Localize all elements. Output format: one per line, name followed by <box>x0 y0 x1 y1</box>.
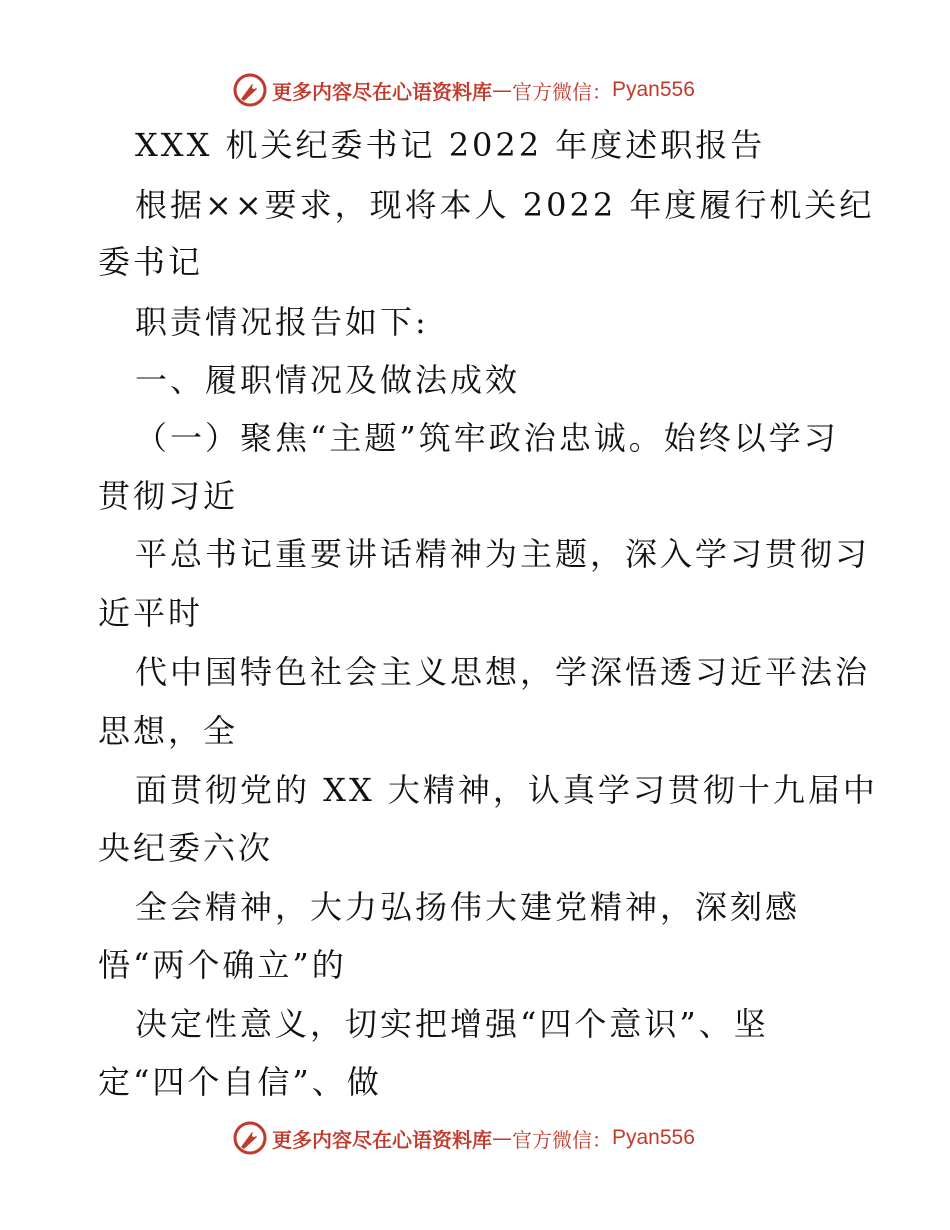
paragraph-line: 定“四个自信”、做 <box>98 1063 382 1101</box>
watermark-banner-bottom <box>232 1118 695 1158</box>
pen-nib-logo-icon <box>232 1120 268 1156</box>
paragraph-line: 职责情况报告如下: <box>135 303 429 341</box>
paragraph-line: 面贯彻党的 XX 大精神，认真学习贯彻十九届中 <box>135 771 878 809</box>
watermark-wechat-label: 官方微信： <box>512 79 612 104</box>
watermark-banner-top <box>232 70 695 110</box>
paragraph-line: 贯彻习近 <box>98 477 239 515</box>
section-heading: 一、履职情况及做法成效 <box>135 361 521 399</box>
paragraph-line: 央纪委六次 <box>98 829 274 867</box>
paragraph-line: 近平时 <box>98 594 204 632</box>
watermark-site-text: 更多内容尽在心语资料库 <box>272 1127 492 1152</box>
paragraph-line: 悟“两个确立”的 <box>98 946 347 984</box>
watermark-wechat-id: Pyan556 <box>612 1126 695 1149</box>
paragraph-line: 思想，全 <box>98 712 239 750</box>
paragraph-line: 全会精神，大力弘扬伟大建党精神，深刻感 <box>135 888 801 926</box>
paragraph-line: 决定性意义，切实把增强“四个意识”、坚 <box>135 1005 769 1043</box>
paragraph-line: （一）聚焦“主题”筑牢政治忠诚。始终以学习 <box>135 419 839 457</box>
paragraph-line: 根据××要求，现将本人 2022 年度履行机关纪 <box>135 186 875 224</box>
watermark-wechat-id: Pyan556 <box>612 78 695 101</box>
watermark-wechat-label: 官方微信： <box>512 1127 612 1152</box>
paragraph-line: 平总书记重要讲话精神为主题，深入学习贯彻习 <box>135 535 871 573</box>
pen-nib-logo-icon <box>232 72 268 108</box>
paragraph-line: 委书记 <box>98 243 204 281</box>
paragraph-line: 代中国特色社会主义思想，学深悟透习近平法治 <box>135 653 871 691</box>
watermark-dash: — <box>492 1126 512 1150</box>
document-title: XXX 机关纪委书记 2022 年度述职报告 <box>135 126 766 164</box>
watermark-dash: — <box>492 78 512 102</box>
watermark-site-text: 更多内容尽在心语资料库 <box>272 79 492 104</box>
